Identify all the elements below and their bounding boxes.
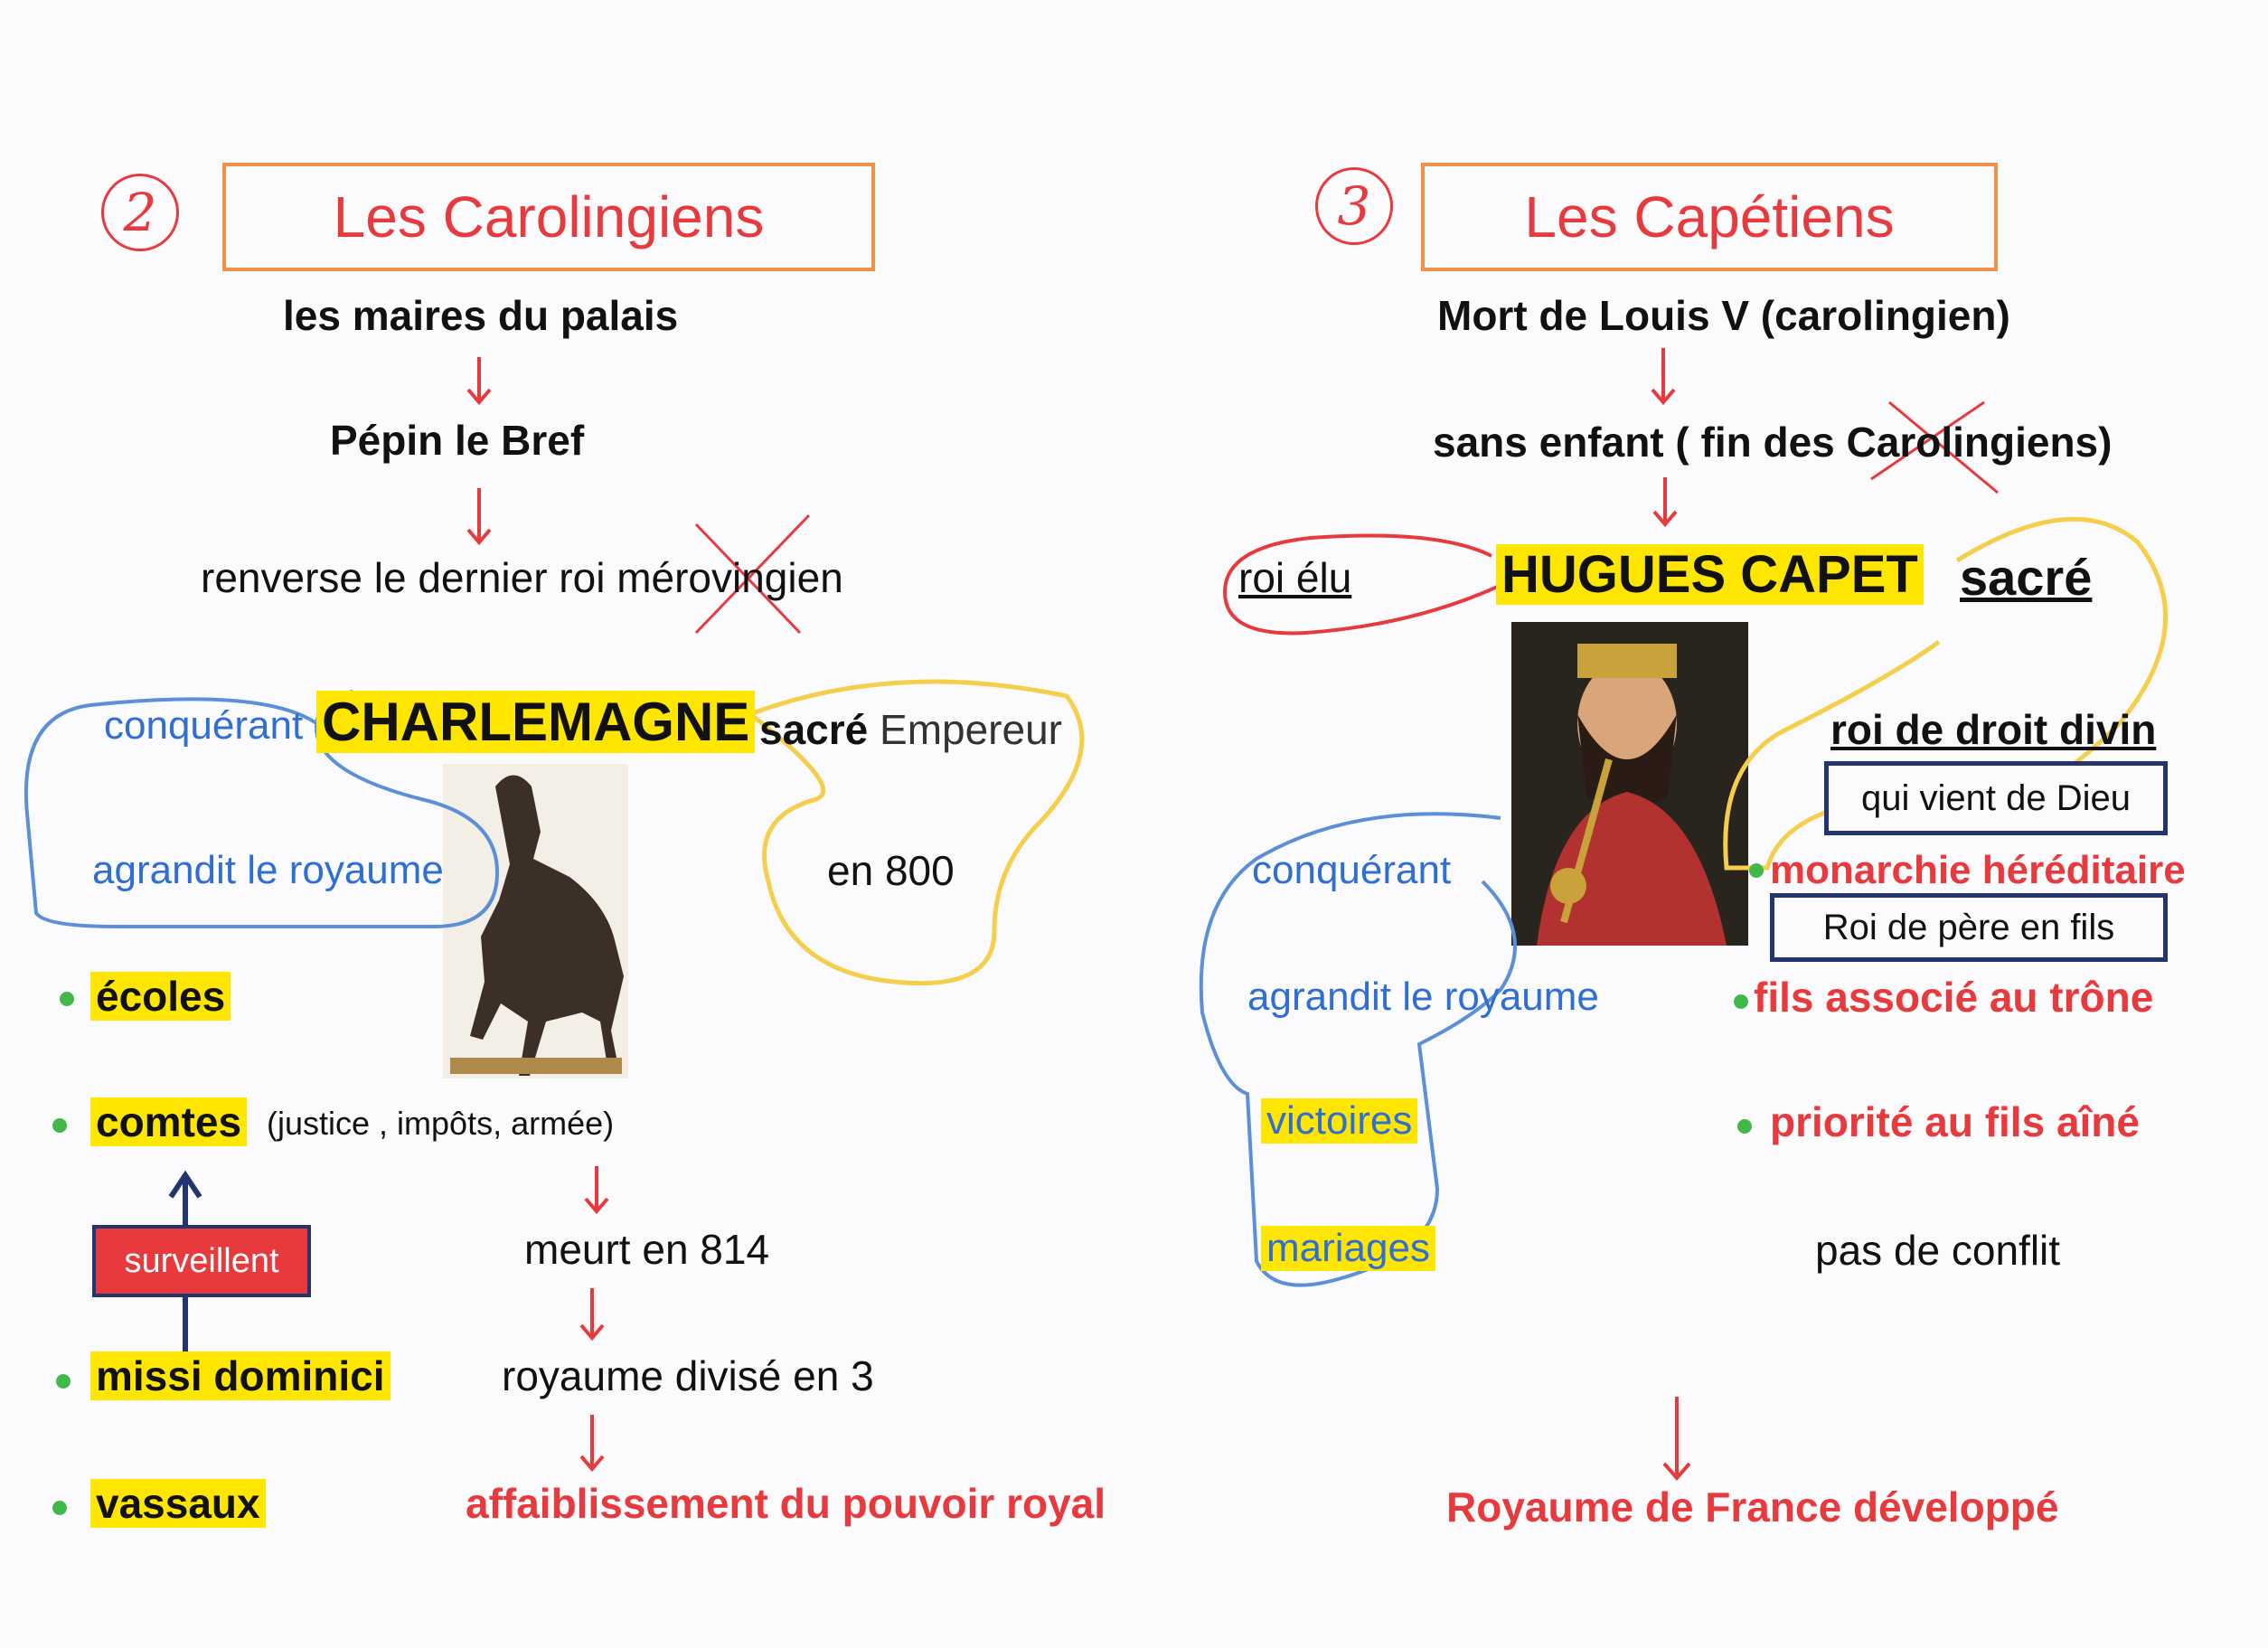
label-droit-divin: roi de droit divin bbox=[1830, 706, 2157, 753]
conclusion-right: Royaume de France développé bbox=[1446, 1483, 2059, 1530]
arrow-down-icon bbox=[586, 1166, 607, 1211]
section-number-right: 3 bbox=[1315, 167, 1393, 245]
label-agrandit-right: agrandit le royaume bbox=[1247, 975, 1599, 1019]
label-en800: en 800 bbox=[827, 847, 955, 894]
arrow-down-icon bbox=[1654, 477, 1676, 524]
label-sacre-right: sacré bbox=[1960, 549, 2093, 606]
label-conquerant-left: conquérant bbox=[104, 703, 304, 748]
label-roi-elu: roi élu bbox=[1238, 554, 1352, 601]
label-sacre-left: sacré bbox=[759, 706, 869, 753]
bullet-dot bbox=[52, 1118, 67, 1133]
bullet-vassaux: vassaux bbox=[90, 1479, 266, 1528]
arrow-down-icon bbox=[581, 1288, 603, 1338]
arrow-down-icon bbox=[581, 1415, 603, 1469]
bullet-missi: missi dominici bbox=[90, 1351, 391, 1400]
label-pas-conflit: pas de conflit bbox=[1815, 1227, 2061, 1274]
bullet-dot bbox=[1734, 994, 1748, 1009]
arrow-down-icon bbox=[1664, 1397, 1689, 1478]
label-priorite: priorité au fils aîné bbox=[1770, 1098, 2140, 1145]
step-renverse: renverse le dernier roi mérovingien bbox=[201, 554, 843, 601]
box-pere-en-fils: Roi de père en fils bbox=[1770, 893, 2168, 962]
title-capetiens: Les Capétiens bbox=[1421, 163, 1998, 271]
label-mariages: mariages bbox=[1261, 1226, 1435, 1271]
comtes-detail: (justice , impôts, armée) bbox=[267, 1105, 615, 1142]
step-maires: les maires du palais bbox=[283, 292, 679, 339]
label-victoires: victoires bbox=[1261, 1098, 1417, 1144]
label-agrandit-left: agrandit le royaume bbox=[92, 848, 444, 892]
label-divise: royaume divisé en 3 bbox=[502, 1352, 874, 1399]
title-carolingiens: Les Carolingiens bbox=[222, 163, 875, 271]
label-meurt: meurt en 814 bbox=[524, 1226, 770, 1273]
bullet-dot bbox=[1737, 1119, 1752, 1134]
center-hugues-capet: HUGUES CAPET bbox=[1496, 544, 1924, 605]
arrow-down-icon bbox=[468, 488, 490, 542]
step-mort-louis: Mort de Louis V (carolingien) bbox=[1437, 292, 2010, 339]
portrait-image bbox=[1511, 622, 1748, 946]
surveillent-box: surveillent bbox=[92, 1225, 311, 1297]
label-conquerant-right: conquérant bbox=[1252, 848, 1452, 892]
arrow-down-icon bbox=[1652, 348, 1674, 402]
label-empereur: Empereur bbox=[880, 706, 1062, 753]
step-sans-enfant: sans enfant ( fin des Carolingiens) bbox=[1433, 419, 2113, 466]
bullet-dot bbox=[56, 1374, 71, 1389]
box-vient-de-dieu: qui vient de Dieu bbox=[1824, 761, 2168, 835]
conclusion-left: affaiblissement du pouvoir royal bbox=[466, 1480, 1106, 1527]
section-number-left: 2 bbox=[101, 174, 179, 251]
bullet-comtes: comtes bbox=[90, 1097, 247, 1146]
sacre-empereur-left bbox=[759, 705, 1062, 754]
bullet-dot bbox=[1749, 863, 1764, 878]
center-charlemagne: CHARLEMAGNE bbox=[316, 691, 755, 753]
label-monarchie: monarchie héréditaire bbox=[1770, 848, 2186, 892]
bullet-ecoles: écoles bbox=[90, 972, 231, 1021]
label-fils-associe: fils associé au trône bbox=[1754, 974, 2154, 1021]
bullet-dot bbox=[52, 1501, 67, 1515]
bullet-dot bbox=[60, 992, 74, 1006]
step-pepin: Pépin le Bref bbox=[330, 417, 585, 464]
arrow-down-icon bbox=[468, 357, 490, 402]
